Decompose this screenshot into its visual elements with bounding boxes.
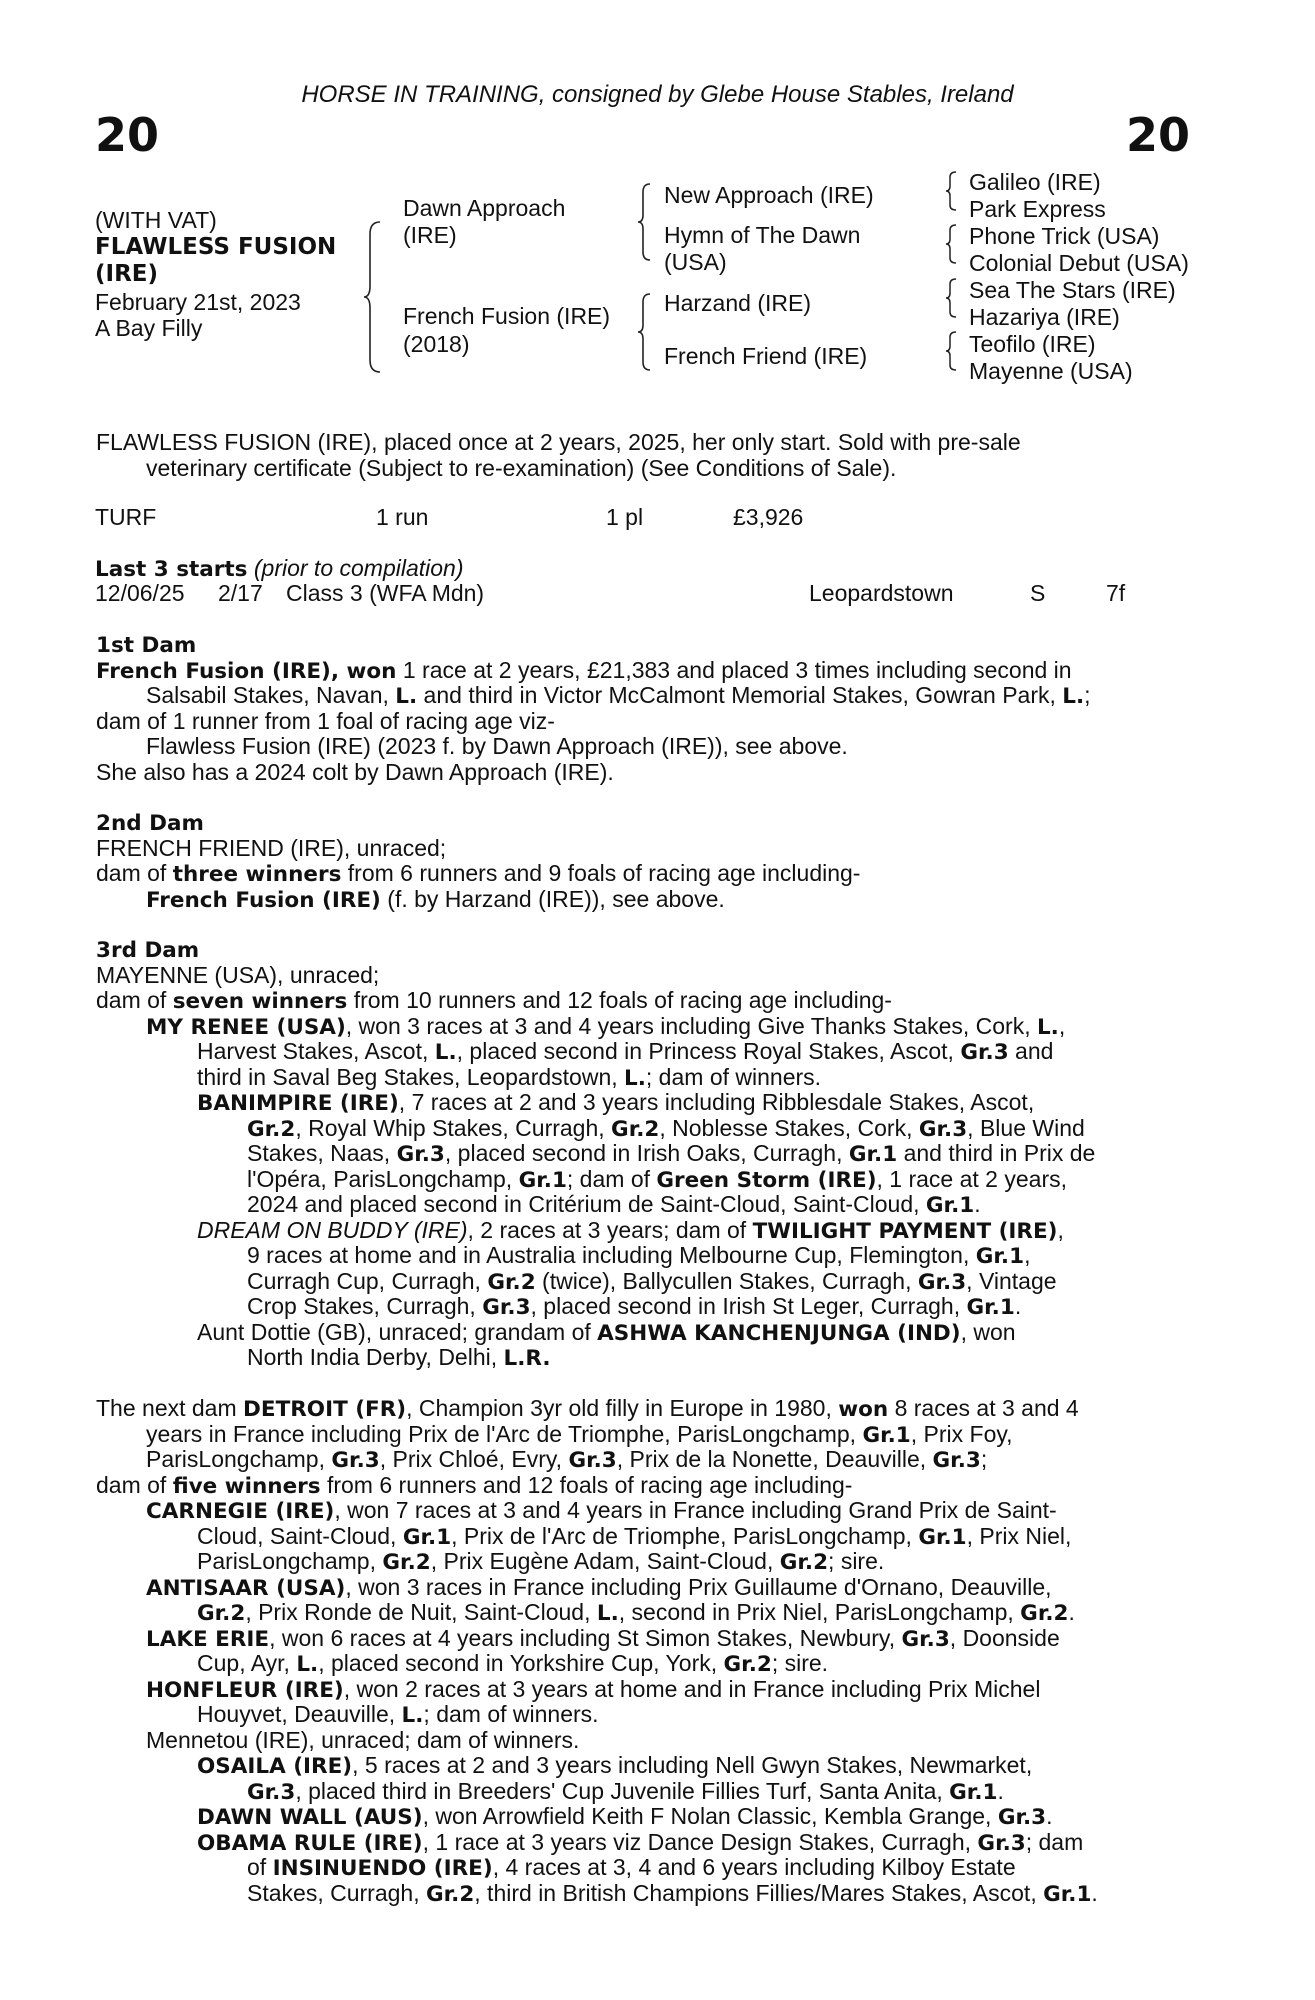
pedigree-brace-g1 — [944, 170, 960, 212]
dam-line: dam of 1 runner from 1 foal of racing age viz- — [96, 707, 555, 734]
pedigree-dam: French Fusion (IRE) — [403, 303, 611, 329]
dam-line: French Fusion (IRE) (f. by Harzand (IRE)), see above. — [146, 885, 725, 913]
produce-line: DAWN WALL (AUS), won Arrowfield Keith F Nolan Classic, Kembla Grange, Gr.3. — [197, 1803, 1053, 1830]
produce-line: HONFLEUR (IRE), won 2 races at 3 years at home and in France including Prix Michel — [146, 1675, 1041, 1703]
pedigree-brace-g2 — [944, 223, 960, 265]
pedigree-sire-dam-country: (USA) — [664, 249, 727, 275]
produce-line: BANIMPIRE (IRE), 7 races at 2 and 3 years including Ribblesdale Stakes, Ascot, — [197, 1089, 1035, 1116]
produce-line: Gr.2, Prix Ronde de Nuit, Saint-Cloud, L., second in Prix Niel, ParisLongchamp, Gr.2. — [197, 1599, 1075, 1626]
dam-line: Salsabil Stakes, Navan, L. and third in Victor McCalmont Memorial Stakes, Gowran Park, L.; — [146, 682, 1091, 709]
pedigree-gg1: Galileo (IRE) — [969, 169, 1101, 195]
last-starts-heading: Last 3 starts (prior to compilation) — [95, 555, 464, 582]
dam-line: She also has a 2024 colt by Dawn Approach (IRE). — [96, 758, 614, 785]
last-start-course: Leopardstown — [809, 580, 954, 606]
record-placed: 1 pl — [606, 504, 644, 530]
dam-line: Flawless Fusion (IRE) (2023 f. by Dawn Approach (IRE)), see above. — [146, 733, 848, 759]
pedigree-gg2: Park Express — [969, 196, 1106, 222]
pedigree-brace-g4 — [944, 330, 960, 372]
summary-line: FLAWLESS FUSION (IRE), placed once at 2 years, 2025, her only start. Sold with pre-sale — [96, 429, 1021, 455]
produce-line: Crop Stakes, Curragh, Gr.3, placed second in Irish St Leger, Curragh, Gr.1. — [247, 1293, 1022, 1320]
pedigree-brace-dam — [636, 292, 656, 372]
produce-line: DREAM ON BUDDY (IRE), 2 races at 3 years; dam of TWILIGHT PAYMENT (IRE), — [197, 1216, 1064, 1244]
dam-line: dam of three winners from 6 runners and 9 foals of racing age including- — [96, 860, 861, 887]
next-dam-section — [96, 1396, 1192, 1906]
dam-line: MAYENNE (USA), unraced; — [96, 961, 380, 988]
produce-line: 9 races at home and in Australia including Melbourne Cup, Flemington, Gr.1, — [247, 1242, 1031, 1269]
pedigree-dam-year: (2018) — [403, 331, 470, 357]
pedigree-sire-country: (IRE) — [403, 222, 457, 248]
horse-name: FLAWLESS FUSION — [95, 234, 337, 260]
produce-line: Mennetou (IRE), unraced; dam of winners. — [146, 1726, 580, 1753]
pedigree-brace-parents — [362, 220, 386, 375]
summary-paragraph — [96, 430, 1192, 481]
produce-line: OBAMA RULE (IRE), 1 race at 3 years viz Dance Design Stakes, Curragh, Gr.3; dam — [197, 1828, 1084, 1856]
first-dam-section — [96, 632, 1192, 785]
produce-line: Gr.3, placed third in Breeders' Cup Juvenile Fillies Turf, Santa Anita, Gr.1. — [247, 1777, 1004, 1805]
produce-line: Harvest Stakes, Ascot, L., placed second in Princess Royal Stakes, Ascot, Gr.3 and — [197, 1038, 1054, 1065]
section-heading: 1st Dam — [96, 633, 197, 658]
section-heading: 3rd Dam — [96, 938, 200, 963]
pedigree-dam-sire: Harzand (IRE) — [664, 290, 811, 316]
produce-line: Stakes, Naas, Gr.3, placed second in Irish Oaks, Curragh, Gr.1 and third in Prix de — [247, 1140, 1096, 1167]
last-start-distance: 7f — [1106, 580, 1126, 606]
last-start-going: S — [1030, 580, 1046, 606]
horse-suffix: (IRE) — [95, 261, 159, 287]
produce-line: Aunt Dottie (GB), unraced; grandam of ASHWA KANCHENJUNGA (IND), won — [197, 1318, 1016, 1346]
produce-line: of INSINUENDO (IRE), 4 races at 3, 4 and 6 years including Kilboy Estate — [247, 1854, 1016, 1881]
pedigree-dam-dam: French Friend (IRE) — [664, 343, 868, 369]
produce-line: North India Derby, Delhi, L.R. — [247, 1344, 551, 1371]
produce-line: MY RENEE (USA), won 3 races at 3 and 4 years including Give Thanks Stakes, Cork, L., — [146, 1012, 1066, 1040]
produce-line: OSAILA (IRE), 5 races at 2 and 3 years including Nell Gwyn Stakes, Newmarket, — [197, 1752, 1033, 1779]
record-runs: 1 run — [376, 504, 429, 530]
dam-line: dam of seven winners from 10 runners and 12 foals of racing age including- — [96, 987, 892, 1014]
pedigree-gg3: Phone Trick (USA) — [969, 223, 1160, 249]
dam-line: years in France including Prix de l'Arc de Triomphe, ParisLongchamp, Gr.1, Prix Foy, — [146, 1420, 1013, 1448]
summary-line: veterinary certificate (Subject to re-examination) (See Conditions of Sale). — [146, 454, 897, 481]
produce-line: l'Opéra, ParisLongchamp, Gr.1; dam of Green Storm (IRE), 1 race at 2 years, — [247, 1165, 1067, 1193]
last-start-class: Class 3 (WFA Mdn) — [286, 580, 485, 606]
produce-line: Stakes, Curragh, Gr.2, third in British Champions Fillies/Mares Stakes, Ascot, Gr.1. — [247, 1879, 1098, 1907]
pedigree-sire-dam: Hymn of The Dawn — [664, 222, 861, 248]
pedigree-brace-g3 — [944, 277, 960, 319]
third-dam-section — [96, 937, 1192, 1371]
dam-line: ParisLongchamp, Gr.3, Prix Chloé, Evry, Gr.3, Prix de la Nonette, Deauville, Gr.3; — [146, 1446, 988, 1473]
pedigree-sire-sire: New Approach (IRE) — [664, 182, 874, 208]
pedigree-gg8: Mayenne (USA) — [969, 358, 1133, 384]
dam-line: dam of five winners from 6 runners and 12 foals of racing age including- — [96, 1471, 853, 1499]
produce-line: Cloud, Saint-Cloud, Gr.1, Prix de l'Arc de Triomphe, ParisLongchamp, Gr.1, Prix Niel, — [197, 1522, 1072, 1550]
dam-line: The next dam DETROIT (FR), Champion 3yr old filly in Europe in 1980, won 8 races at 3 and 4 — [96, 1395, 1079, 1422]
produce-line: 2024 and placed second in Critérium de Saint-Cloud, Saint-Cloud, Gr.1. — [247, 1191, 981, 1218]
last-start-position: 2/17 — [218, 580, 263, 606]
produce-line: Houyvet, Deauville, L.; dam of winners. — [197, 1701, 599, 1728]
pedigree-gg7: Teofilo (IRE) — [969, 331, 1096, 357]
record-earnings: £3,926 — [733, 504, 804, 530]
catalogue-header: HORSE IN TRAINING, consigned by Glebe House Stables, Ireland — [301, 81, 1014, 108]
pedigree-brace-sire — [636, 182, 656, 262]
pedigree-gg6: Hazariya (IRE) — [969, 304, 1120, 330]
produce-line: ParisLongchamp, Gr.2, Prix Eugène Adam, Saint-Cloud, Gr.2; sire. — [197, 1548, 885, 1575]
horse-dob: February 21st, 2023 — [95, 289, 301, 315]
vat-note: (WITH VAT) — [95, 207, 217, 233]
produce-line: Curragh Cup, Curragh, Gr.2 (twice), Ballycullen Stakes, Curragh, Gr.3, Vintage — [247, 1267, 1057, 1295]
lot-number-left: 20 — [95, 108, 160, 162]
pedigree-sire: Dawn Approach — [403, 195, 566, 221]
second-dam-section — [96, 810, 1192, 912]
produce-line: ANTISAAR (USA), won 3 races in France including Prix Guillaume d'Ornano, Deauville, — [146, 1573, 1052, 1601]
produce-line: Cup, Ayr, L., placed second in Yorkshire Cup, York, Gr.2; sire. — [197, 1650, 829, 1677]
produce-line: third in Saval Beg Stakes, Leopardstown, L.; dam of winners. — [197, 1063, 822, 1091]
pedigree-gg5: Sea The Stars (IRE) — [969, 277, 1176, 303]
lot-number-right: 20 — [1125, 108, 1190, 162]
produce-line: CARNEGIE (IRE), won 7 races at 3 and 4 years in France including Grand Prix de Saint- — [146, 1497, 1057, 1524]
horse-description: A Bay Filly — [95, 315, 203, 341]
section-heading: 2nd Dam — [96, 811, 204, 836]
dam-line: French Fusion (IRE), won 1 race at 2 years, £21,383 and placed 3 times including second in — [96, 656, 1072, 684]
record-surface: TURF — [95, 504, 157, 530]
dam-line: FRENCH FRIEND (IRE), unraced; — [96, 834, 447, 861]
last-start-date: 12/06/25 — [95, 580, 185, 606]
pedigree-gg4: Colonial Debut (USA) — [969, 250, 1189, 276]
produce-line: Gr.2, Royal Whip Stakes, Curragh, Gr.2, Noblesse Stakes, Cork, Gr.3, Blue Wind — [247, 1114, 1085, 1142]
produce-line: LAKE ERIE, won 6 races at 4 years including St Simon Stakes, Newbury, Gr.3, Doonside — [146, 1624, 1060, 1652]
